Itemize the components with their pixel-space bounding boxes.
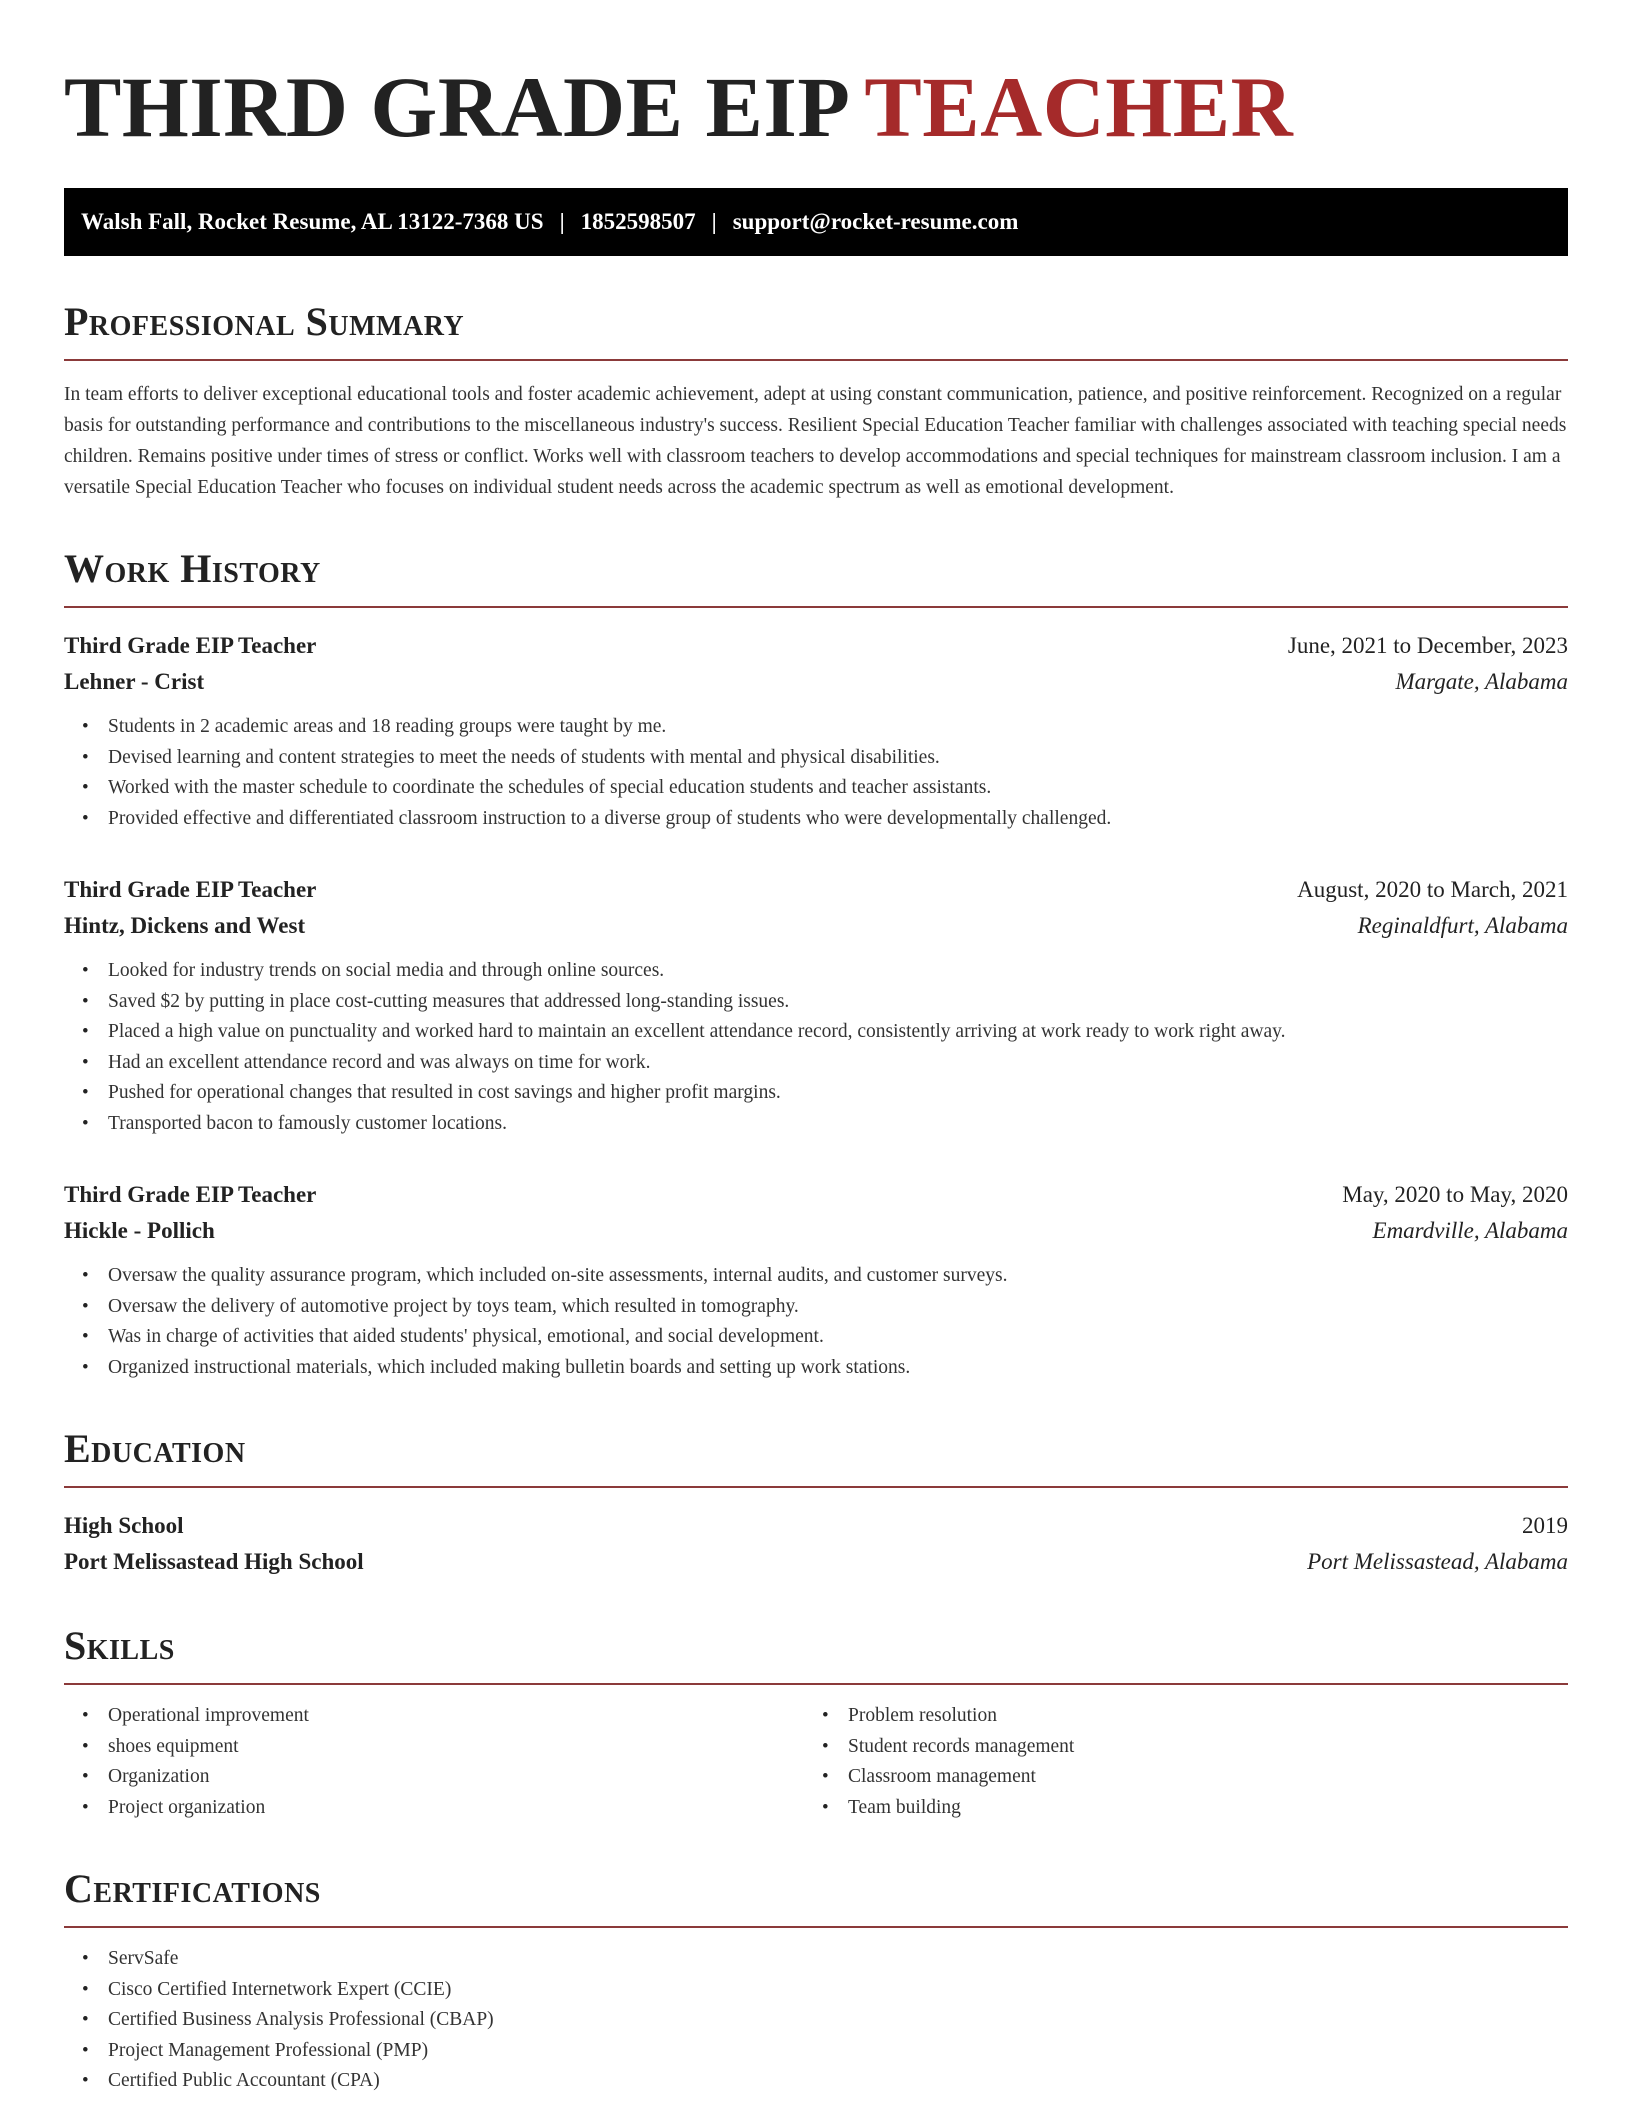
job-entry [64, 1177, 1568, 1383]
skill-item: • Project organization [64, 1793, 804, 1824]
skill-item: • Problem resolution [804, 1701, 1544, 1732]
section-divider [64, 1926, 1568, 1928]
summary-section [64, 299, 1568, 503]
job-bullets [64, 956, 1568, 1139]
education-degree: High School [64, 1513, 184, 1538]
skills-list-left [64, 1701, 804, 1823]
contact-email: support@rocket-resume.com [732, 209, 1019, 234]
certification-item: • Project Management Professional (PMP) [64, 2036, 1568, 2067]
job-bullet: • Pushed for operational changes that resulted in cost savings and higher profit margins. [64, 1078, 1568, 1109]
section-divider [64, 606, 1568, 608]
summary-text: In team efforts to deliver exceptional educational tools and foster academic achievement, adept at using constant communication, patience, and positive reinforcement. Recognized on a regular basis for outstanding performance and contributions to the miscellaneous industry's success. Resilient Special Education Teacher familiar with challenges associated with teaching special needs children. Remains positive under times of stress or conflict. Works well with classroom teachers to develop accommodations and special techniques for mainstream classroom inclusion. I am a versatile Special Education Teacher who focuses on individual student needs across the academic spectrum as well as emotional development. [64, 384, 1567, 498]
job-bullet: • Provided effective and differentiated classroom instruction to a diverse group of students who were developmentally challenged. [64, 804, 1568, 835]
job-bullet: • Placed a high value on punctuality and worked hard to maintain an excellent attendance record, consistently arriving at work ready to work right away. [64, 1017, 1568, 1048]
resume-title [64, 59, 1568, 155]
education-entry [64, 1508, 1568, 1580]
job-title: Third Grade EIP Teacher [64, 877, 317, 902]
certification-item: • Certified Public Accountant (CPA) [64, 2066, 1568, 2097]
certifications-list [64, 1944, 1568, 2097]
certifications-heading: Certifications [64, 1866, 321, 1911]
certification-item: • Cisco Certified Internetwork Expert (CCIE) [64, 1975, 1568, 2006]
job-bullet: • Worked with the master schedule to coordinate the schedules of special education students and teacher assistants. [64, 773, 1568, 804]
job-bullet: • Oversaw the quality assurance program, which included on-site assessments, internal audits, and customer surveys. [64, 1261, 1568, 1292]
job-company: Lehner - Crist [64, 669, 205, 694]
job-entry [64, 872, 1568, 1139]
job-bullet: • Devised learning and content strategies to meet the needs of students with mental and physical disabilities. [64, 743, 1568, 774]
job-title: Third Grade EIP Teacher [64, 633, 317, 658]
contact-bar [64, 188, 1568, 256]
skills-columns [64, 1701, 1568, 1823]
skill-item: • Classroom management [804, 1762, 1544, 1793]
education-school: Port Melissastead High School [64, 1549, 364, 1574]
skills-list-right [804, 1701, 1544, 1823]
job-title: Third Grade EIP Teacher [64, 1182, 317, 1207]
job-bullets [64, 1261, 1568, 1383]
education-heading: Education [64, 1426, 246, 1471]
certification-item: • ServSafe [64, 1944, 1568, 1975]
skill-item: • Operational improvement [64, 1701, 804, 1732]
certification-item: • Certified Business Analysis Professional (CBAP) [64, 2005, 1568, 2036]
job-bullet: • Saved $2 by putting in place cost-cutting measures that addressed long-standing issues. [64, 987, 1568, 1018]
job-dates: June, 2021 to December, 2023 [1287, 633, 1568, 658]
job-location: Reginaldfurt, Alabama [1357, 913, 1568, 938]
title-main: THIRD GRADE EIP [64, 59, 851, 155]
skill-item: • Student records management [804, 1732, 1544, 1763]
job-location: Margate, Alabama [1395, 669, 1568, 694]
job-bullet: • Oversaw the delivery of automotive project by toys team, which resulted in tomography. [64, 1292, 1568, 1323]
section-divider [64, 359, 1568, 361]
job-bullet: • Had an excellent attendance record and was always on time for work. [64, 1048, 1568, 1079]
section-divider [64, 1486, 1568, 1488]
title-accent: TEACHER [864, 59, 1294, 155]
skill-item: • Organization [64, 1762, 804, 1793]
education-location: Port Melissastead, Alabama [1307, 1549, 1568, 1574]
education-year: 2019 [1522, 1513, 1568, 1538]
skill-item: • shoes equipment [64, 1732, 804, 1763]
job-bullets [64, 712, 1568, 834]
certifications-section [64, 1866, 1568, 2097]
job-bullet: • Transported bacon to famously customer locations. [64, 1109, 1568, 1140]
job-company: Hintz, Dickens and West [64, 913, 306, 938]
certifications-entry [64, 1944, 1568, 2097]
job-dates: August, 2020 to March, 2021 [1297, 877, 1568, 902]
work-history-heading: Work History [64, 546, 321, 591]
contact-phone: 1852598507 [580, 209, 696, 234]
skill-item: • Team building [804, 1793, 1544, 1824]
job-bullet: • Looked for industry trends on social media and through online sources. [64, 956, 1568, 987]
job-company: Hickle - Pollich [64, 1218, 215, 1243]
skills-heading: Skills [64, 1623, 175, 1668]
job-bullet: • Students in 2 academic areas and 18 reading groups were taught by me. [64, 712, 1568, 743]
job-dates: May, 2020 to May, 2020 [1342, 1182, 1568, 1207]
skills-section [64, 1623, 1568, 1823]
contact-separator: | [559, 209, 565, 234]
work-history-section [64, 546, 1568, 1383]
job-location: Emardville, Alabama [1372, 1218, 1568, 1243]
summary-heading: Professional Summary [64, 299, 465, 344]
education-section [64, 1426, 1568, 1580]
job-bullet: • Organized instructional materials, which included making bulletin boards and setting up work stations. [64, 1353, 1568, 1384]
contact-separator: | [711, 209, 717, 234]
section-divider [64, 1683, 1568, 1685]
job-entry [64, 628, 1568, 834]
contact-address: Walsh Fall, Rocket Resume, AL 13122-7368 US [81, 209, 544, 234]
job-bullet: • Was in charge of activities that aided students' physical, emotional, and social development. [64, 1322, 1568, 1353]
